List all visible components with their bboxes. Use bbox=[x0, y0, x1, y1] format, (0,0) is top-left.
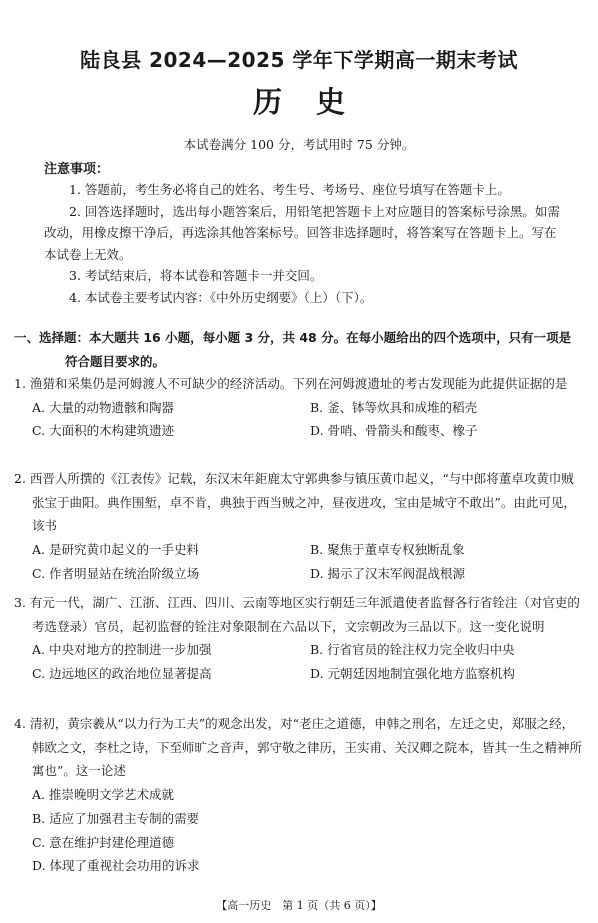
option-b[interactable]: B. 聚焦于董卓专权独断乱象 bbox=[310, 542, 465, 558]
option-a[interactable]: A. 推崇晚明文学艺术成就 bbox=[32, 787, 174, 803]
section-heading-line1: 一、选择题：本大题共 16 小题，每小题 3 分，共 48 分。在每小题给出的四个选项中，只有一项是 bbox=[14, 330, 572, 345]
notice-heading: 注意事项： bbox=[44, 162, 110, 177]
notice-item: 3. 考试结束后，将本试卷和答题卡一并交回。 bbox=[69, 268, 323, 283]
question-options bbox=[14, 396, 586, 443]
question-4 bbox=[14, 712, 586, 878]
option-a[interactable]: A. 是研究黄巾起义的一手史料 bbox=[32, 542, 199, 558]
option-d[interactable]: D. 体现了重视社会功用的诉求 bbox=[32, 858, 200, 874]
option-d[interactable]: D. 揭示了汉末军阀混战根源 bbox=[310, 565, 466, 581]
question-stem: 3. 有元一代，湖广、江浙、江西、四川、云南等地区实行朝廷三年派遣使者监督各行省铨注（对官吏的考选登录）官员，起初监督的铨注对象限制在六品以下，文宗朝改为三品以下。这一变化说明 bbox=[14, 595, 580, 634]
option-b[interactable]: B. 釜、钵等炊具和成堆的稻壳 bbox=[310, 399, 478, 415]
question-1 bbox=[14, 372, 586, 443]
option-c[interactable]: C. 大面积的木构建筑遗迹 bbox=[32, 423, 175, 439]
option-d[interactable]: D. 元朝廷因地制宜强化地方监察机构 bbox=[310, 666, 516, 682]
question-3 bbox=[14, 591, 586, 686]
option-c[interactable]: C. 边远地区的政治地位显著提高 bbox=[32, 666, 212, 682]
question-stem: 4. 清初，黄宗羲从“以力行为工夫”的观念出发，对“老庄之道德，申韩之刑名，左迁之史，郑服之经，韩欧之文，李杜之诗，下至师旷之音声，郭守敬之律历，王实甫、关汉卿之院本，皆其一生之精神所寓也”。这一论述 bbox=[14, 716, 583, 779]
question-2 bbox=[14, 467, 586, 586]
option-c[interactable]: C. 意在维护封建伦理道德 bbox=[32, 834, 175, 850]
question-stem: 2. 西晋人所撰的《江表传》记载，东汉末年鉅鹿太守郭典参与镇压黄巾起义，“与中郎将董卓攻黄巾贼张宝于曲阳。典作围堑，卓不肯，典独于西当贼之冲，昼夜进攻，宝由是城守不敢出”。由此可见，该书 bbox=[14, 471, 576, 534]
subject-title: 历史 bbox=[252, 85, 379, 119]
notice-list bbox=[44, 179, 564, 308]
notice-item: 4. 本试卷主要考试内容：《中外历史纲要》（上）（下）。 bbox=[69, 289, 373, 305]
option-b[interactable]: B. 适应了加强君主专制的需要 bbox=[32, 810, 200, 826]
option-a[interactable]: A. 中央对地方的控制进一步加强 bbox=[32, 642, 212, 658]
section-heading-line2: 符合题目要求的。 bbox=[65, 354, 166, 369]
notice-item: 1. 答题前，考生务必将自己的姓名、考生号、考场号、座位号填写在答题卡上。 bbox=[69, 182, 510, 197]
section-heading bbox=[14, 326, 588, 374]
exam-info: 本试卷满分 100 分，考试用时 75 分钟。 bbox=[183, 137, 415, 152]
notice-item: 2. 回答选择题时，选出每小题答案后，用铅笔把答题卡上对应题目的答案标号涂黑。如需改动，用橡皮擦干净后，再选涂其他答案标号。回答非选择题时，将答案写在答题卡上。写在本试卷上无效。 bbox=[44, 203, 560, 262]
option-a[interactable]: A. 大量的动物遗骸和陶器 bbox=[32, 399, 174, 415]
page-footer: 【高一历史 第 1 页（共 6 页）】 bbox=[216, 899, 382, 912]
option-b[interactable]: B. 行省官员的铨注权力完全收归中央 bbox=[310, 642, 515, 658]
exam-title: 陆良县 2024—2025 学年下学期高一期末考试 bbox=[80, 48, 518, 72]
question-stem: 1. 渔猎和采集仍是河姆渡人不可缺少的经济活动。下列在河姆渡遗址的考古发现能为此提供证据的是 bbox=[14, 376, 568, 391]
option-c[interactable]: C. 作者明显站在统治阶级立场 bbox=[32, 565, 200, 581]
option-d[interactable]: D. 骨哨、骨箭头和酸枣、橡子 bbox=[310, 423, 478, 439]
question-options bbox=[14, 538, 586, 585]
question-options bbox=[14, 638, 586, 685]
